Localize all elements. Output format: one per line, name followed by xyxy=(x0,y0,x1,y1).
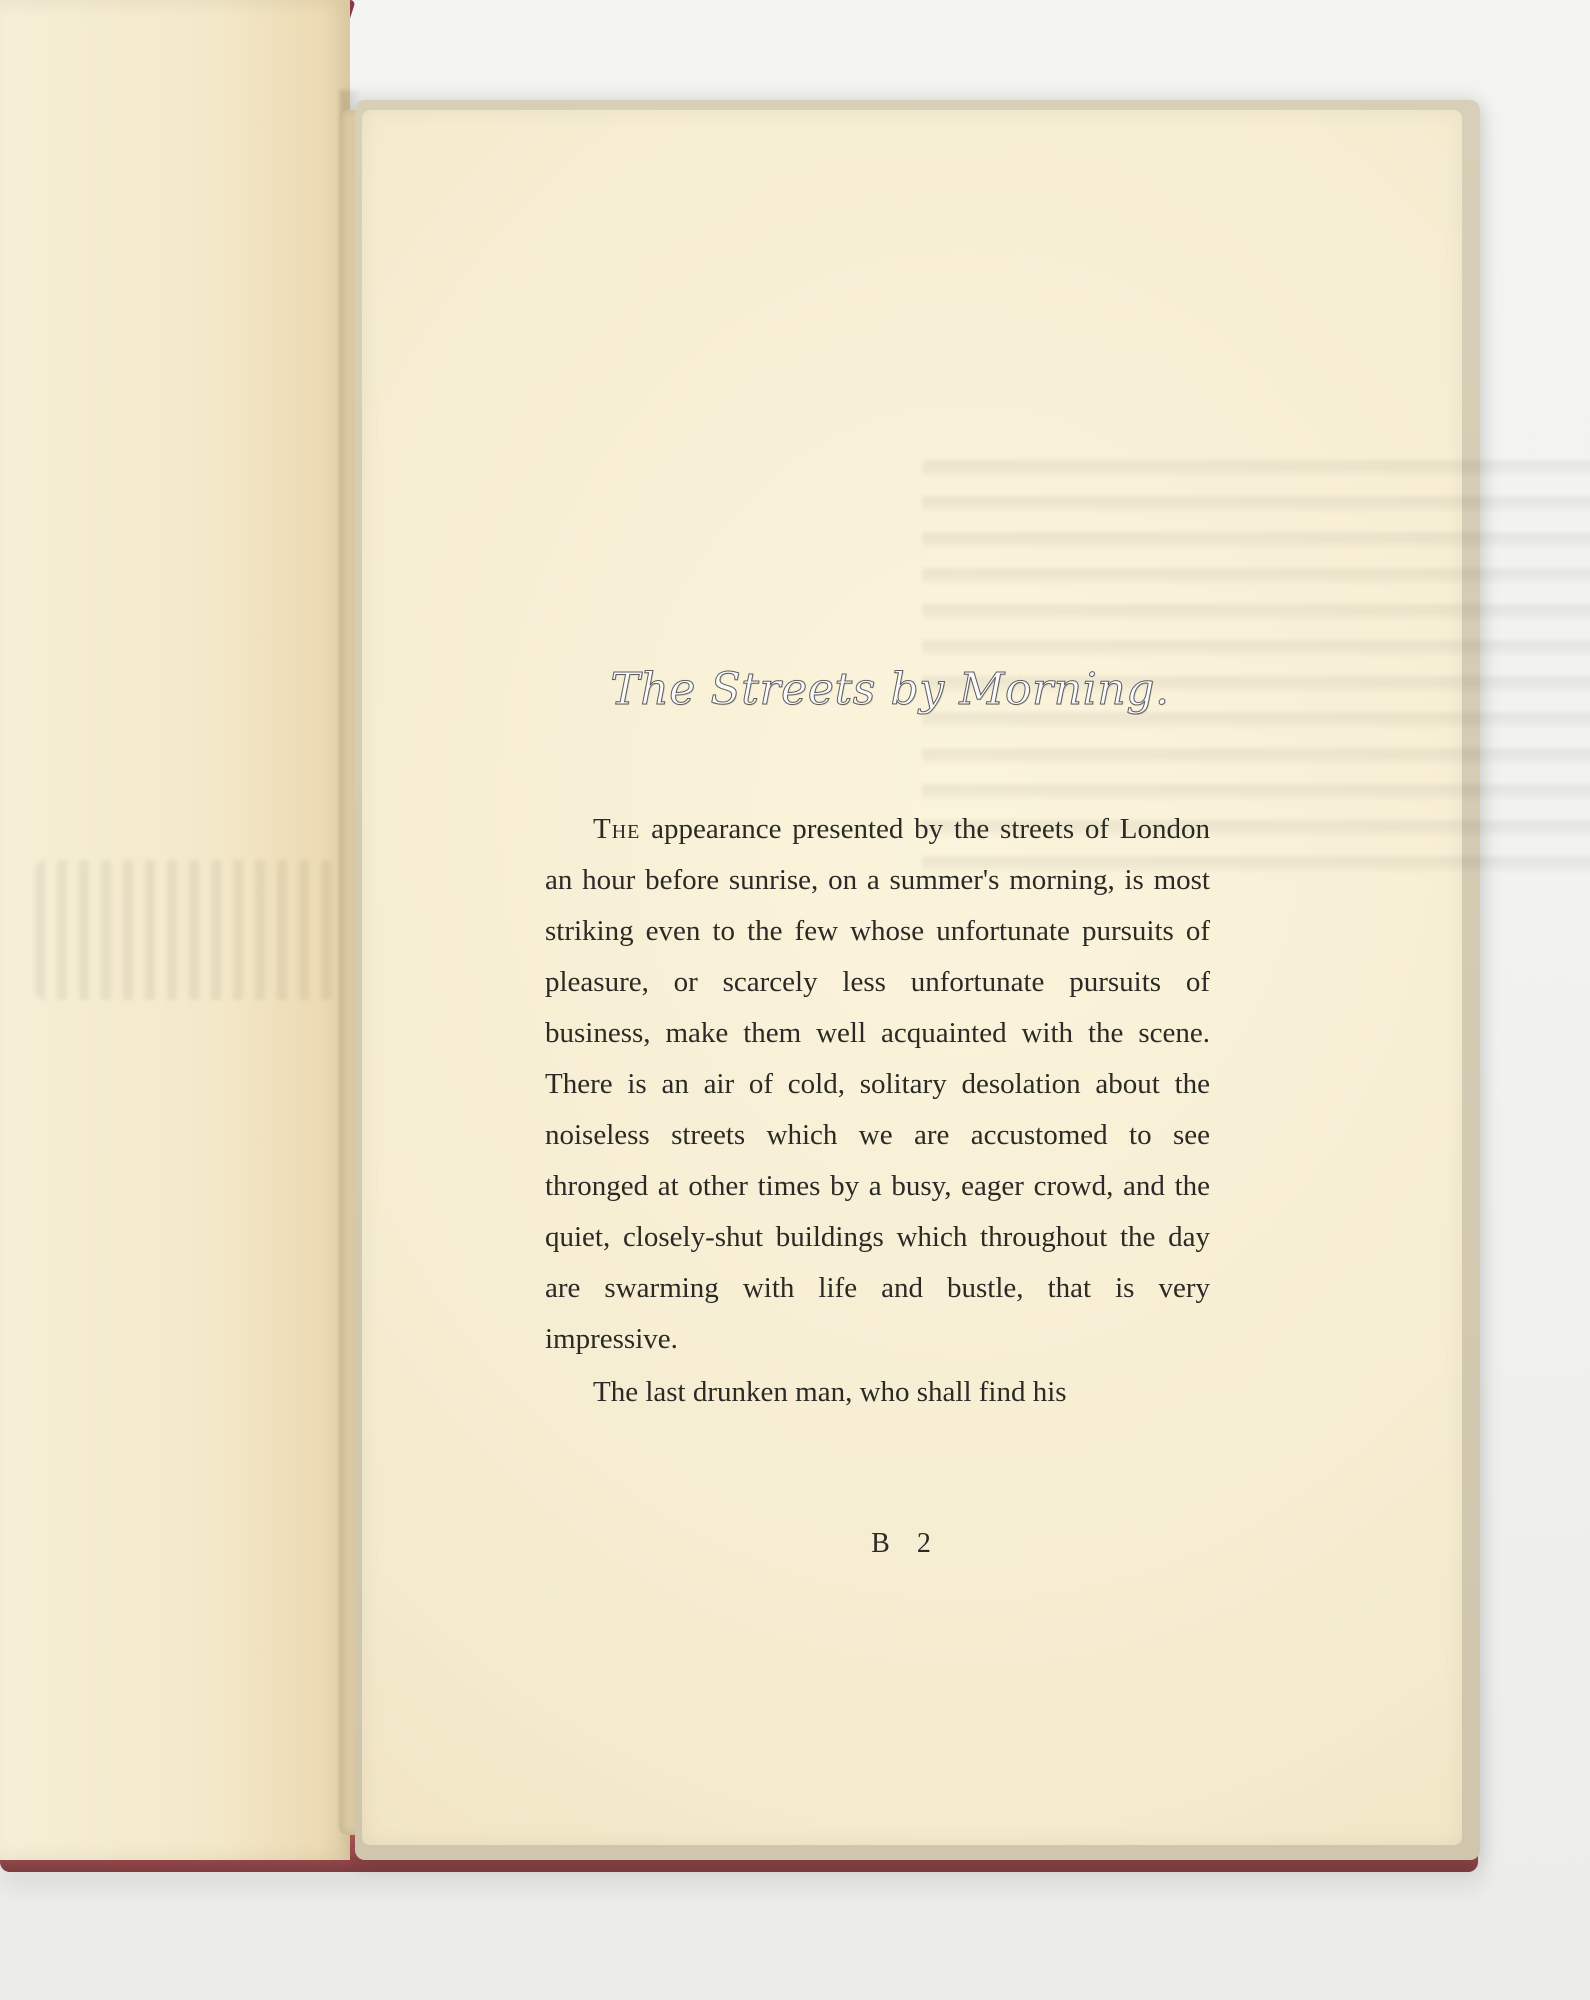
page-text xyxy=(545,804,1210,1418)
left-page xyxy=(0,0,350,1860)
page-title: The Streets by Morning. xyxy=(610,664,1170,715)
signature-mark: B 2 xyxy=(871,1528,941,1559)
paragraph-2: The last drunken man, who shall find his xyxy=(593,1376,1067,1408)
paragraph-1 xyxy=(545,804,1210,1365)
paragraph-1-rest: appearance presented by the streets of London an hour before sunrise, on a summer's morning, is most striking even to the few whose unfortunate pursuits of pleasure, or scarcely less unfortunate pursuits of business, make them well acquainted with the scene. There is an air of cold, solitary desolation about the noiseless streets which we are accustomed to see thronged at other times by a busy, eager crowd, and the quiet, closely-shut buildings which throughout the day are swarming with life and bustle, that is very impressive. xyxy=(545,813,1210,1355)
left-page-show-through xyxy=(35,860,335,1000)
paragraph-1-lead: The xyxy=(593,813,641,845)
